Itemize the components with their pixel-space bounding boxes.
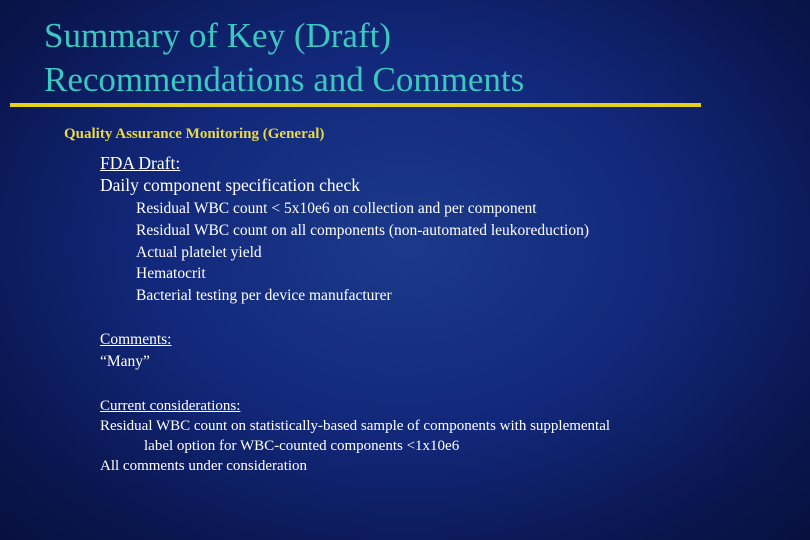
section-heading: Quality Assurance Monitoring (General) [64,126,325,142]
comments-text: “Many” [100,352,150,370]
fda-draft-heading: FDA Draft: [100,153,181,173]
current-considerations-line: Residual WBC count on statistically-based sample of components with supplemental [100,418,611,434]
fda-item-list [136,198,589,307]
fda-item: Bacterial testing per device manufacturer [136,287,392,305]
slide-title [44,14,764,102]
current-considerations-heading: Current considerations: [100,398,241,414]
slide-title-line-1: Summary of Key (Draft) [44,16,391,55]
current-considerations-line: label option for WBC-counted components <1x10e6 [144,438,460,454]
fda-item: Residual WBC count on all components (non-automated leukoreduction) [136,221,589,239]
title-underline-rule [10,103,701,107]
fda-draft-subheading: Daily component specification check [100,175,360,195]
comments-block [100,329,171,373]
current-considerations-line: All comments under consideration [100,458,308,474]
fda-item: Hematocrit [136,265,206,283]
current-considerations-block [100,396,610,476]
fda-item: Residual WBC count < 5x10e6 on collection and per component [136,200,537,217]
fda-draft-block [100,152,360,196]
fda-item: Actual platelet yield [136,243,262,261]
slide-title-line-2: Recommendations and Comments [44,60,525,99]
comments-heading: Comments: [100,331,172,348]
